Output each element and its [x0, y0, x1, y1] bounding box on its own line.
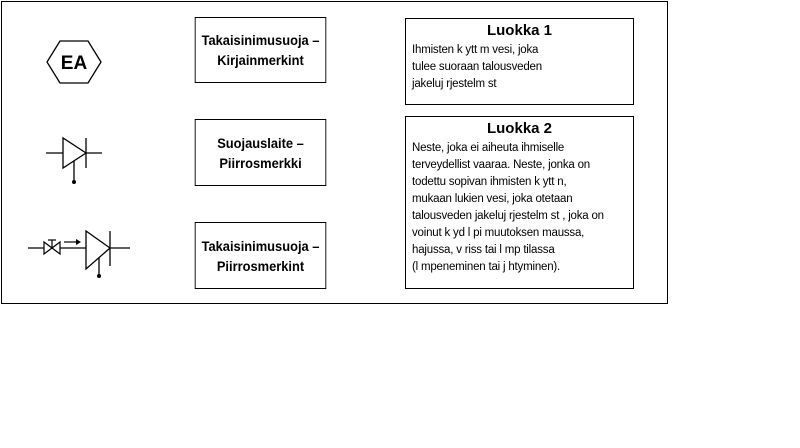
class-2-text: Neste, joka ei aiheuta ihmiselle terveydellist vaaraa. Neste, jonka on todettu sopivan ihmisten k ytt n, mukaan lukien vesi, joka otetaan talousveden jakeluj rjestelm st , joka on voinut k yd l pi muutoksen maussa, hajussa, v riss tai l mp tilassa (l mpeneminen tai j htyminen).	[412, 142, 604, 273]
class-2-box	[405, 116, 634, 289]
label-drawing-marking	[195, 222, 327, 289]
label-drawing-marking-text: Takaisinimusuoja – Piirrosmerkint	[201, 237, 320, 274]
class-1-text: Ihmisten k ytt m vesi, joka tulee suoraan talousveden jakeluj rjestelm st	[412, 44, 542, 90]
class-1-box	[405, 18, 634, 105]
label-letter-marking	[195, 17, 327, 83]
protection-device-icon	[44, 130, 104, 186]
backflow-protection-icon	[26, 222, 132, 282]
class-1-title: Luokka 1	[486, 22, 553, 39]
ea-hexagon-icon	[46, 40, 102, 84]
label-letter-marking-text: Takaisinimusuoja – Kirjainmerkint	[201, 32, 320, 68]
class-2-title: Luokka 2	[486, 120, 553, 137]
label-protection-device	[195, 119, 327, 186]
label-protection-device-text: Suojauslaite – Piirrosmerkki	[217, 134, 304, 171]
ea-label: EA	[60, 53, 88, 74]
